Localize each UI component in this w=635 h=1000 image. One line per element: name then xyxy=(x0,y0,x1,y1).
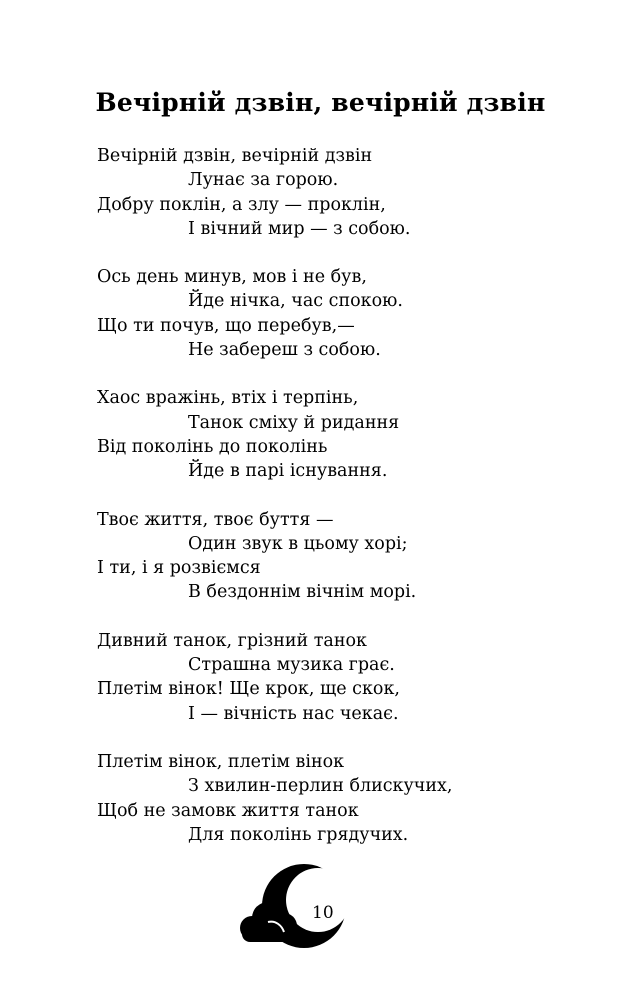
poem-line: З хвилин-перлин блискучих, xyxy=(188,776,453,797)
poem-line: Йде нічка, час спокою. xyxy=(188,291,403,312)
poem-line: Дивний танок, грізний танок xyxy=(97,630,367,651)
moon-cloud-icon xyxy=(238,862,358,952)
poem-line: Щоб не замовк життя танок xyxy=(97,800,359,821)
poem-line: І вічний мир — з собою. xyxy=(188,218,411,239)
page-number: 10 xyxy=(312,903,334,923)
poem-line: Що ти почув, що перебув,— xyxy=(97,315,355,336)
poem-line: Хаос вражінь, втіх і терпінь, xyxy=(97,388,359,409)
poem-line: Плетім вінок, плетім вінок xyxy=(97,751,345,772)
poem-line: Ось день минув, мов і не був, xyxy=(97,267,367,288)
poem-line: Вечірній дзвін, вечірній дзвін xyxy=(97,146,373,166)
stanza xyxy=(97,265,617,362)
poem-line: Лунає за горою. xyxy=(188,170,339,191)
poem-line: Не забереш з собою. xyxy=(188,340,381,361)
poem-line: Плетім вінок! Ще крок, ще скок, xyxy=(97,679,400,700)
poem-line: Танок сміху й ридання xyxy=(188,412,400,433)
stanza xyxy=(97,386,617,483)
poem-body xyxy=(97,144,617,871)
stanza xyxy=(97,508,617,605)
poem-line: Страшна музика грає. xyxy=(188,655,395,676)
poem-line: Один звук в цьому хорі; xyxy=(188,533,408,554)
poem-line: Йде в парі існування. xyxy=(188,461,388,482)
poem-line: Від поколінь до поколінь xyxy=(97,436,328,457)
poem-line: І — вічність нас чекає. xyxy=(188,703,399,724)
poem-line: Добру поклін, а злу — проклін, xyxy=(97,194,386,215)
poem-line: В бездоннім вічнім морі. xyxy=(188,582,417,603)
stanza xyxy=(97,144,617,241)
poem-line: І ти, і я розвіємся xyxy=(97,558,261,579)
page-title: Вечірній дзвін, вечірній дзвін xyxy=(95,88,546,117)
stanza xyxy=(97,750,617,847)
poem-line: Для поколінь грядучих. xyxy=(188,824,409,845)
stanza xyxy=(97,629,617,726)
poem-line: Твоє життя, твоє буття — xyxy=(97,509,334,530)
